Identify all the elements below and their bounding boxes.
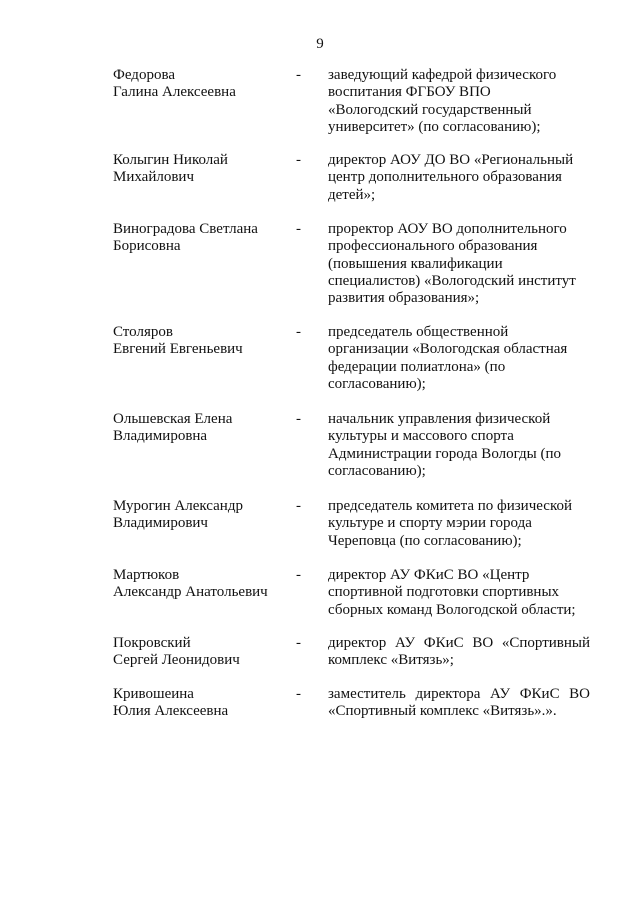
person-name: Мурогин Александр Владимирович bbox=[113, 498, 243, 532]
person-name: Колыгин Николай Михайлович bbox=[113, 152, 228, 186]
person-name: Кривошеина Юлия Алексеевна bbox=[113, 686, 229, 720]
separator-dash: - bbox=[296, 221, 301, 237]
position-description: председатель общественной организации «Вологодская областная федерации полиатлона» (по согласованию); bbox=[328, 324, 568, 392]
position-description: проректор АОУ ВО дополнительного профессионального образования (повышения квалификации специалистов) «Вологодский институт развития образования»; bbox=[328, 221, 576, 307]
person-name: Ольшевская Елена Владимировна bbox=[113, 411, 233, 445]
person-name: Виноградова Светлана Борисовна bbox=[113, 221, 258, 255]
position-description: директор АОУ ДО ВО «Региональный центр дополнительного образования детей»; bbox=[328, 152, 574, 203]
person-name: Мартюков Александр Анатольевич bbox=[113, 567, 268, 601]
position-description: заместитель директора АУ ФКиС ВО «Спортивный комплекс «Витязь».». bbox=[328, 686, 590, 720]
person-name: Столяров Евгений Евгеньевич bbox=[113, 324, 243, 358]
separator-dash: - bbox=[296, 686, 301, 702]
separator-dash: - bbox=[296, 152, 301, 168]
person-name: Федорова Галина Алексеевна bbox=[113, 67, 236, 101]
separator-dash: - bbox=[296, 498, 301, 514]
position-description: заведующий кафедрой физического воспитания ФГБОУ ВПО «Вологодский государственный университет» (по согласованию); bbox=[328, 67, 557, 135]
position-description: директор АУ ФКиС ВО «Центр спортивной подготовки спортивных сборных команд Вологодской области; bbox=[328, 567, 576, 618]
position-description: начальник управления физической культуры и массового спорта Администрации города Вологды (по согласованию); bbox=[328, 411, 561, 479]
position-description: председатель комитета по физической культуре и спорту мэрии города Череповца (по согласованию); bbox=[328, 498, 572, 549]
separator-dash: - bbox=[296, 324, 301, 340]
separator-dash: - bbox=[296, 635, 301, 651]
person-name: Покровский Сергей Леонидович bbox=[113, 635, 240, 669]
position-description: директор АУ ФКиС ВО «Спортивный комплекс «Витязь»; bbox=[328, 635, 590, 669]
separator-dash: - bbox=[296, 411, 301, 427]
separator-dash: - bbox=[296, 567, 301, 583]
page-number: 9 bbox=[316, 36, 324, 52]
separator-dash: - bbox=[296, 67, 301, 83]
